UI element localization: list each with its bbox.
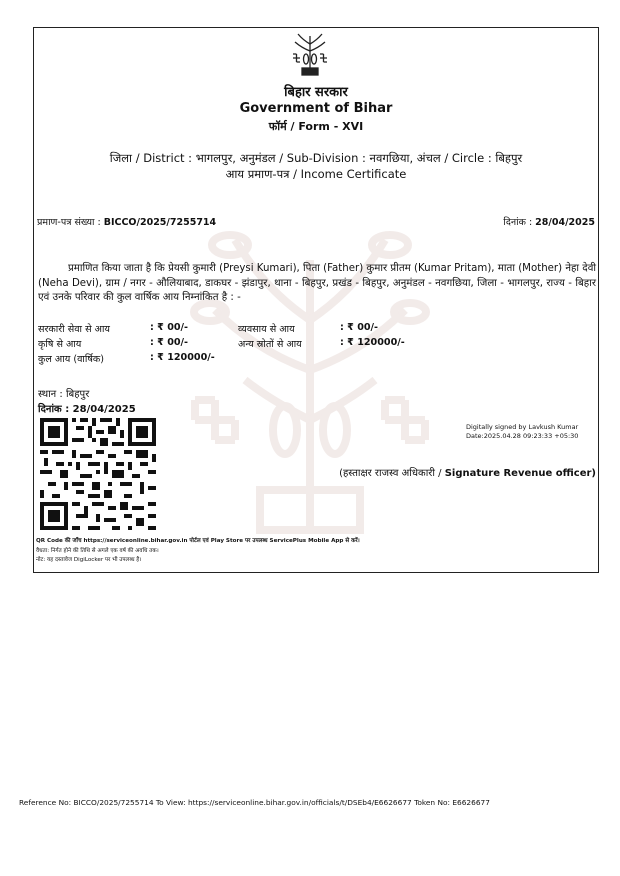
form-number: फॉर्म / Form - XVI (268, 120, 364, 133)
issue-date-label: दिनांक : (503, 217, 536, 228)
business-income-value: : ₹ 00/- (340, 322, 379, 333)
note-qr-verification: QR Code की जाँच https://serviceonline.bihar.gov.in पोर्टल एवं Play Store पर उपलब्ध ServicePlus Mobile App से करें। (36, 538, 360, 544)
total-income-value: : ₹ 120000/- (150, 352, 215, 363)
issue-date (503, 215, 595, 228)
certificate-number-label: प्रमाण-पत्र संख्या : (37, 217, 104, 228)
govt-service-income-value: : ₹ 00/- (150, 322, 189, 333)
digital-signature (466, 423, 578, 441)
govt-service-income-label: सरकारी सेवा से आय (38, 324, 110, 335)
place-line: स्थान : बिहपुर (38, 389, 90, 400)
digital-signature-signer: Digitally signed by Lavkush Kumar (466, 423, 579, 431)
issue-date-value: 28/04/2025 (535, 217, 595, 228)
govt-title-hindi: बिहार सरकार (284, 85, 348, 100)
district-line: जिला / District : भागलपुर, अनुमंडल / Sub-Division : नवगछिया, अंचल / Circle : बिहपुर (109, 151, 523, 165)
qr-code-icon (40, 418, 156, 530)
certificate-number (37, 215, 216, 228)
other-income-value: : ₹ 120000/- (340, 337, 405, 348)
agriculture-income-value: : ₹ 00/- (150, 337, 189, 348)
certificate-number-value: BICCO/2025/7255714 (103, 217, 217, 228)
bihar-tree-watermark-icon (175, 200, 445, 570)
signatory-english: Signature Revenue officer) (444, 468, 596, 479)
total-income-label: कुल आय (वार्षिक) (38, 354, 105, 365)
digital-signature-date: Date:2025.04.28 09:23:33 +05:30 (466, 432, 579, 440)
certificate-paragraph: प्रमाणित किया जाता है कि प्रेयसी कुमारी (Preysi Kumari), पिता (Father) कुमार प्रीतम (Kumar Pritam), माता (Mother) नेहा देवी (Neha Devi), ग्राम / नगर - औलियाबाद, डाकघर - झंडापुर, थाना - बिहपुर, प्रखंड - बिहपुर, अनुमंडल - नवगछिया, जिला - भागलपुर, राज्य - बिहार एवं उनके परिवार की कुल वार्षिक आय निम्नांकित है : - (38, 263, 596, 304)
notes-section (36, 537, 360, 566)
signatory-line (339, 465, 596, 479)
note-validity: वैधता: निर्गत होने की तिथि से अगले एक वर्ष की अवधि तक। (36, 547, 159, 554)
certificate-title: आय प्रमाण-पत्र / Income Certificate (225, 167, 407, 181)
place-date-line: दिनांक : 28/04/2025 (38, 404, 136, 415)
reference-footer: Reference No: BICCO/2025/7255714 To View: https://serviceonline.bihar.gov.in/officials/t/DSEb4/E6626677 Token No: E6626677 (19, 798, 490, 807)
signatory-hindi: (हस्ताक्षर राजस्व अधिकारी / (339, 468, 445, 479)
agriculture-income-label: कृषि से आय (38, 339, 82, 350)
govt-title-english: Government of Bihar (239, 101, 393, 116)
business-income-label: व्यवसाय से आय (238, 324, 295, 335)
bihar-emblem-icon (290, 30, 330, 78)
other-income-label: अन्य स्रोतों से आय (238, 339, 302, 350)
note-digilocker: नोट: यह दस्तावेज DigiLocker पर भी उपलब्ध है। (36, 557, 142, 563)
certificate-body (38, 262, 596, 306)
